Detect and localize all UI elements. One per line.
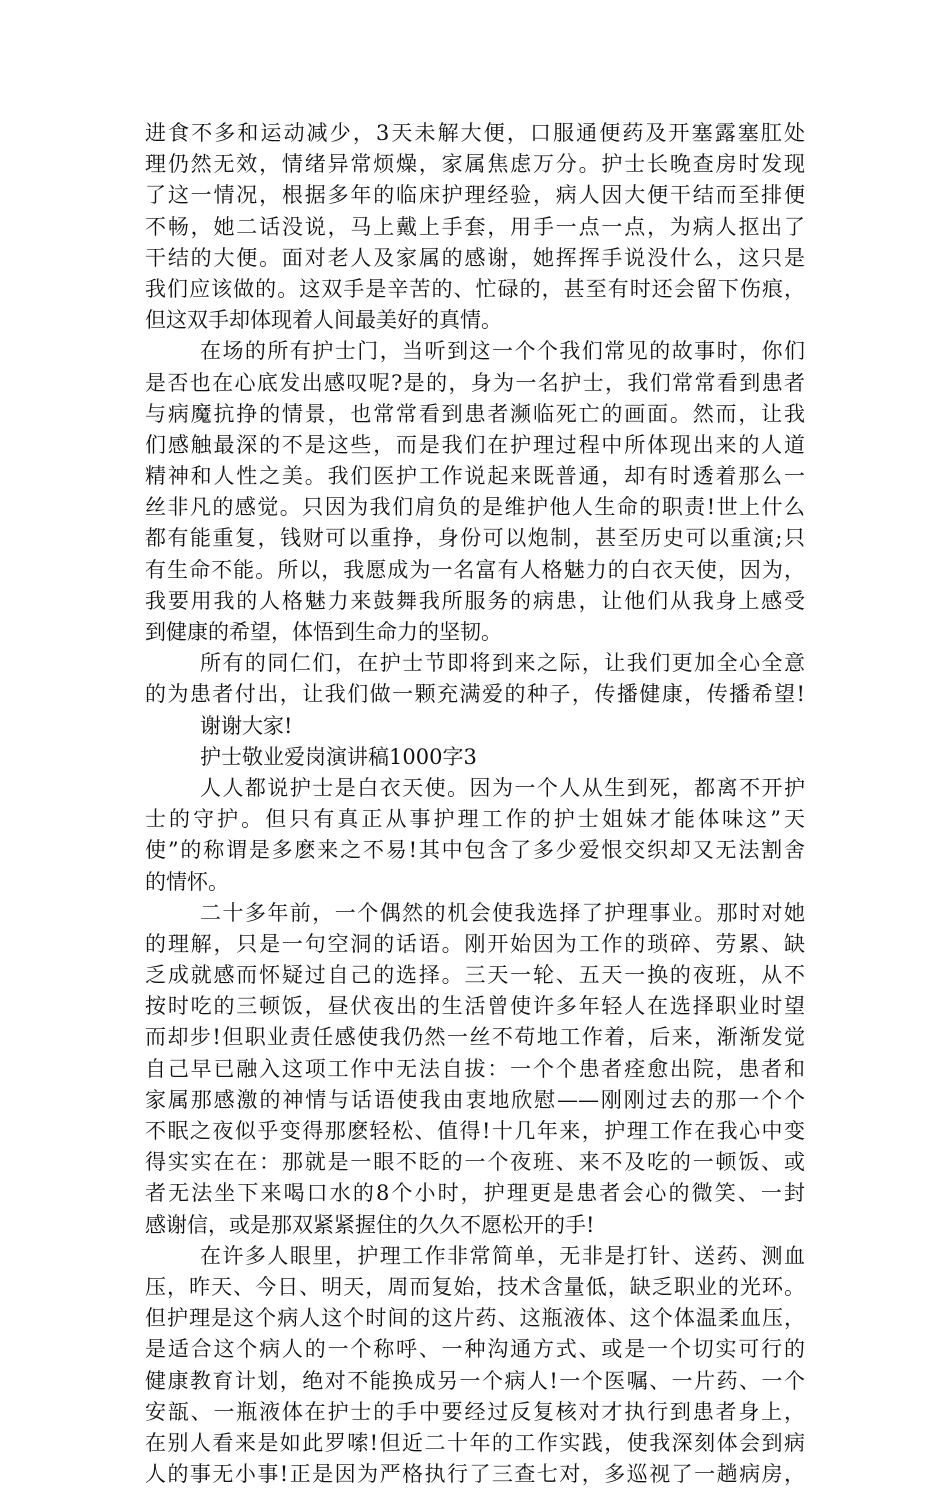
text-line: 与病魔抗挣的情景，也常常看到患者濒临死亡的画面。然而，让我 (145, 401, 805, 426)
body-text (145, 118, 805, 1490)
text-line: 在场的所有护士门，当听到这一个个我们常见的故事时，你们 (200, 339, 805, 364)
text-line: 的为患者付出，让我们做一颗充满爱的种子，传播健康，传播希望! (145, 682, 805, 707)
text-line: 我们应该做的。这双手是辛苦的、忙碌的，甚至有时还会留下伤痕， (145, 276, 805, 301)
text-line: 压，昨天、今日、明天，周而复始，技术含量低，缺乏职业的光环。 (145, 1274, 805, 1299)
text-line: 健康教育计划，绝对不能换成另一个病人!一个医嘱、一片药、一个 (145, 1368, 805, 1393)
text-line: 理仍然无效，情绪异常烦燥，家属焦虑万分。护士长晚查房时发现 (145, 152, 805, 177)
text-line: 不眠之夜似乎变得那麽轻松、值得!十几年来，护理工作在我心中变 (145, 1119, 805, 1143)
text-line: 感谢信，或是那双紧紧握住的久久不愿松开的手! (145, 1212, 595, 1237)
text-line: 但护理是这个病人这个时间的这片药、这瓶液体、这个体温柔血压， (145, 1306, 805, 1331)
text-line: 家属那感激的神情与话语使我由衷地欣慰——刚刚过去的那一个个 (145, 1087, 805, 1112)
text-line: 我要用我的人格魅力来鼓舞我所服务的病患，让他们从我身上感受 (145, 588, 805, 613)
text-line: 按时吃的三顿饭，昼伏夜出的生活曾使许多年轻人在选择职业时望 (145, 994, 805, 1019)
text-line: 丝非凡的感觉。只因为我们肩负的是维护他人生命的职责!世上什么 (145, 495, 805, 520)
text-line: 但这双手却体现着人间最美好的真情。 (145, 308, 502, 333)
text-line: 使”的称谓是多麽来之不易!其中包含了多少爱恨交织却又无法割舍 (145, 838, 805, 863)
text-line: 乏成就感而怀疑过自己的选择。三天一轮、五天一换的夜班，从不 (145, 963, 805, 988)
text-line: 有生命不能。所以，我愿成为一名富有人格魅力的白衣天使，因为， (145, 557, 805, 582)
text-line: 进食不多和运动减少，3天未解大便，口服通便药及开塞露塞肛处 (145, 121, 805, 145)
text-line: 者无法坐下来喝口水的8个小时，护理更是患者会心的微笑、一封 (145, 1181, 805, 1206)
text-line: 护士敬业爱岗演讲稿1000字3 (200, 744, 477, 769)
text-line: 所有的同仁们，在护士节即将到来之际，让我们更加全心全意 (200, 651, 805, 676)
text-line: 二十多年前，一个偶然的机会使我选择了护理事业。那时对她 (200, 900, 805, 925)
text-line: 都有能重复，钱财可以重挣，身份可以炮制，甚至历史可以重演;只 (145, 526, 805, 551)
text-line: 的理解，只是一句空洞的话语。刚开始因为工作的琐碎、劳累、缺 (145, 931, 805, 956)
text-line: 了这一情况，根据多年的临床护理经验，病人因大便干结而至排便 (145, 183, 805, 208)
text-line: 到健康的希望，体悟到生命力的坚韧。 (145, 620, 502, 644)
text-line: 是否也在心底发出感叹呢?是的，身为一名护士，我们常常看到患者 (145, 370, 805, 395)
text-line: 得实实在在：那就是一眼不眨的一个夜班、来不及吃的一顿饭、或 (145, 1150, 805, 1175)
text-line: 在许多人眼里，护理工作非常简单，无非是打针、送药、测血 (200, 1243, 805, 1268)
text-line: 的情怀。 (145, 869, 229, 894)
text-line: 士的守护。但只有真正从事护理工作的护士姐妹才能体味这”天 (145, 807, 805, 832)
text-line: 在别人看来是如此罗嗦!但近二十年的工作实践，使我深刻体会到病 (145, 1430, 805, 1455)
text-line: 谢谢大家! (200, 713, 293, 738)
text-line: 而却步!但职业责任感使我仍然一丝不苟地工作着，后来，渐渐发觉 (145, 1025, 805, 1050)
text-line: 人的事无小事!正是因为严格执行了三查七对，多巡视了一趟病房， (145, 1462, 805, 1487)
text-line: 安瓿、一瓶液体在护士的手中要经过反复核对才执行到患者身上， (145, 1399, 805, 1424)
text-line: 人人都说护士是白衣天使。因为一个人从生到死，都离不开护 (200, 775, 805, 800)
text-line: 自己早已融入这项工作中无法自拔：一个个患者痊愈出院，患者和 (145, 1056, 805, 1081)
text-line: 不畅，她二话没说，马上戴上手套，用手一点一点，为病人抠出了 (145, 214, 805, 239)
text-line: 是适合这个病人的一个称呼、一种沟通方式、或是一个切实可行的 (145, 1337, 805, 1362)
text-line: 精神和人性之美。我们医护工作说起来既普通，却有时透着那么一 (145, 464, 805, 489)
text-line: 干结的大便。面对老人及家属的感谢，她挥挥手说没什么，这只是 (145, 245, 805, 270)
text-line: 们感触最深的不是这些，而是我们在护理过程中所体现出来的人道 (145, 432, 805, 457)
